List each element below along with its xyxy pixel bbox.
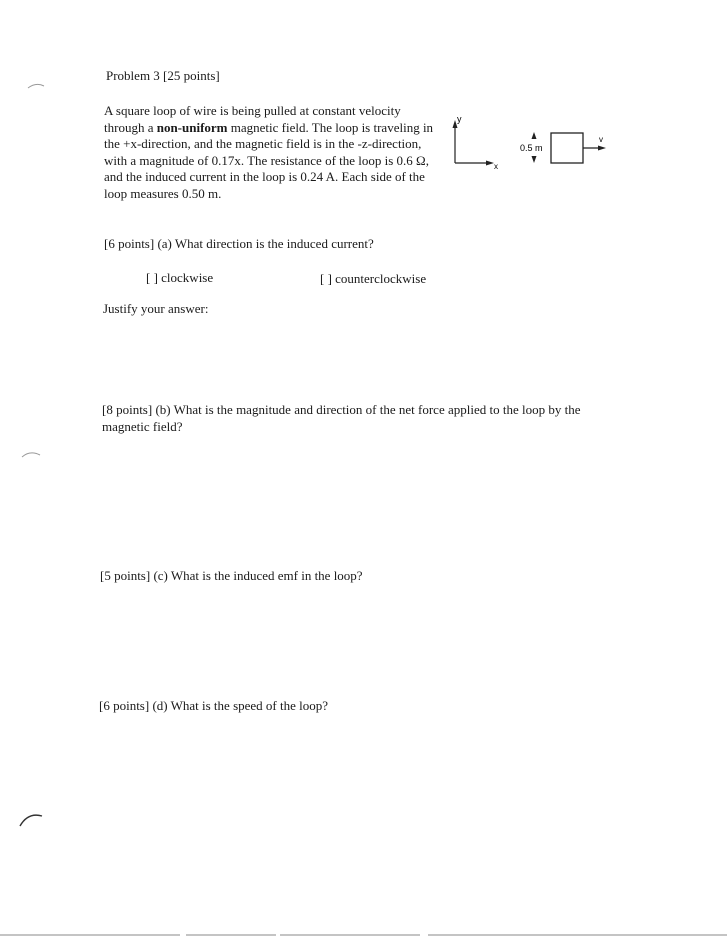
question-d: [6 points] (d) What is the speed of the loop?: [99, 698, 329, 713]
y-axis-label: y: [457, 114, 462, 124]
loop-size-label: 0.5 m: [520, 143, 543, 153]
problem-title: Problem 3 [25 points]: [106, 68, 220, 83]
velocity-label: v: [599, 135, 603, 144]
question-c: [5 points] (c) What is the induced emf in the loop?: [100, 568, 363, 583]
velocity-arrowhead: [598, 146, 606, 151]
intro-bold-term: non-uniform: [156, 119, 228, 135]
problem-intro: [104, 103, 434, 202]
intro-text-end: magnetic field. The loop is traveling in the +x-direction, and the magnetic field is in the -z-direction, with a magnitude of 0.17x. The resistance of the loop is 0.6 Ω, and the induced current in the loop is 0.24 A. Each side of the loop measures 0.50 m.: [104, 119, 434, 201]
question-a: [6 points] (a) What direction is the induced current?: [104, 236, 374, 251]
margin-marks: [0, 0, 60, 942]
loop-diagram: [448, 110, 608, 180]
size-arrow-down: [532, 156, 537, 163]
question-b: [8 points] (b) What is the magnitude and direction of the net force applied to the loop by the magnetic field?: [102, 402, 581, 434]
square-loop: [551, 133, 583, 163]
clockwise-checkbox[interactable]: [ ] clockwise: [146, 270, 214, 285]
size-arrow-up: [532, 132, 537, 139]
page-bottom-edge: [0, 934, 727, 936]
margin-mark: [22, 453, 40, 457]
margin-mark: [20, 815, 42, 826]
intro-text-start: A square loop of wire is being pulled at constant velocity through a: [104, 103, 401, 135]
x-axis-arrowhead: [486, 161, 494, 166]
margin-mark: [28, 84, 44, 88]
justify-prompt: Justify your answer:: [103, 301, 209, 316]
counterclockwise-checkbox[interactable]: [ ] counterclockwise: [320, 271, 427, 286]
x-axis-label: x: [494, 162, 498, 171]
